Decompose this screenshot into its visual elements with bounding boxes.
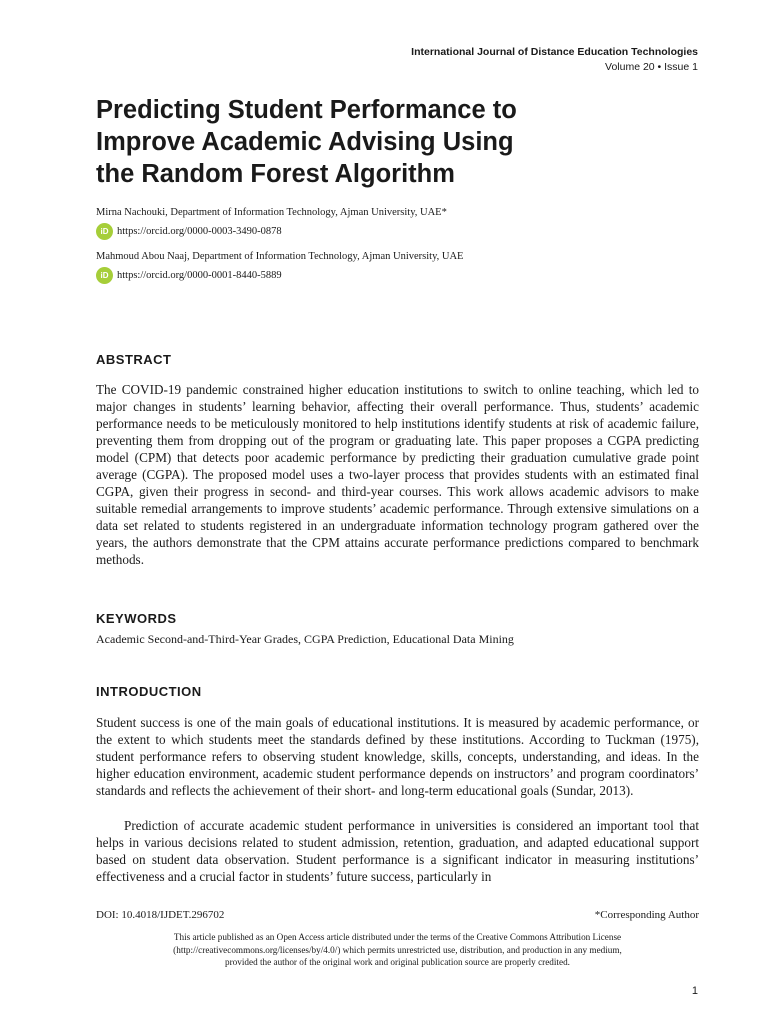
introduction-paragraph: Prediction of accurate academic student performance in universities is considered an important tool that helps in various decisions related to student admission, retention, graduation, and adapted educational support based on student data observation. Student performance is a significant indicator in measuring institutions’ effectiveness and a crucial factor in students’ future success, particularly in: [96, 818, 699, 884]
abstract-text: The COVID-19 pandemic constrained higher education institutions to switch to online teaching, which led to major changes in students’ learning behavior, affecting their overall performance. Thus, students’ academic performance needs to be meticulously monitored to help institutions identify students at risk of academic failure, preventing them from dropping out of the program or graduating late. This paper proposes a CGPA predicting model (CPM) that detects poor academic performance by predicting their graduation cumulative grade point average (CGPA). The proposed model uses a two-layer process that provides students with an estimated final CGPA, given their progress in second- and third-year courses. This work allows academic advisors to make suitable remedial arrangements to improve students’ academic performance. Through extensive simulations on a data set related to students registered in an undergraduate information technology program gathered over the years, the authors demonstrate that the CPM attains accurate performance predictions compared to benchmark methods.: [96, 382, 699, 567]
title-line: Improve Academic Advising Using: [96, 128, 514, 156]
license-line: provided the author of the original work and original publication source are properly credited.: [225, 957, 570, 967]
orcid-link[interactable]: https://orcid.org/0000-0003-3490-0878: [117, 226, 282, 237]
orcid-link[interactable]: https://orcid.org/0000-0001-8440-5889: [117, 270, 282, 281]
abstract-heading: ABSTRACT: [96, 352, 172, 367]
introduction-heading: INTRODUCTION: [96, 684, 202, 699]
page-number: 1: [691, 985, 698, 997]
doi[interactable]: DOI: 10.4018/IJDET.296702: [96, 909, 225, 921]
introduction-paragraph: Student success is one of the main goals of educational institutions. It is measured by academic performance, or the extent to which students meet the standards defined by these institutions. According to Tuckman (1975), student performance refers to observing student knowledge, skills, concepts, understanding, and ideas. In the higher education environment, academic student performance depends on instructors’ and program coordinators’ standards and reflects the achievement of their short- and long-term educational goals (Sundar, 2013).: [96, 715, 699, 798]
license-line: (http://creativecommons.org/licenses/by/4.0/) which permits unrestricted use, distribution, and production in any medium,: [173, 944, 622, 955]
paper-title: [96, 94, 616, 190]
keywords-text: Academic Second-and-Third-Year Grades, CGPA Prediction, Educational Data Mining: [96, 632, 514, 646]
author-orcid-row: [96, 267, 282, 284]
author-affiliation: Mirna Nachouki, Department of Information Technology, Ajman University, UAE*: [96, 207, 447, 218]
journal-volume: Volume 20 • Issue 1: [605, 61, 698, 73]
journal-header: [411, 45, 698, 75]
author-affiliation: Mahmoud Abou Naaj, Department of Information Technology, Ajman University, UAE: [96, 251, 464, 262]
corresponding-author-note: *Corresponding Author: [594, 909, 699, 921]
license-notice: [96, 931, 699, 969]
orcid-icon: iD: [96, 223, 113, 240]
orcid-icon: iD: [96, 267, 113, 284]
journal-name: International Journal of Distance Education Technologies: [411, 46, 698, 58]
author-orcid-row: [96, 223, 282, 240]
keywords-heading: KEYWORDS: [96, 611, 177, 626]
title-line: Predicting Student Performance to: [96, 96, 517, 124]
title-line: the Random Forest Algorithm: [96, 160, 455, 188]
license-line: This article published as an Open Access article distributed under the terms of the Creative Commons Attribution License: [173, 932, 622, 942]
